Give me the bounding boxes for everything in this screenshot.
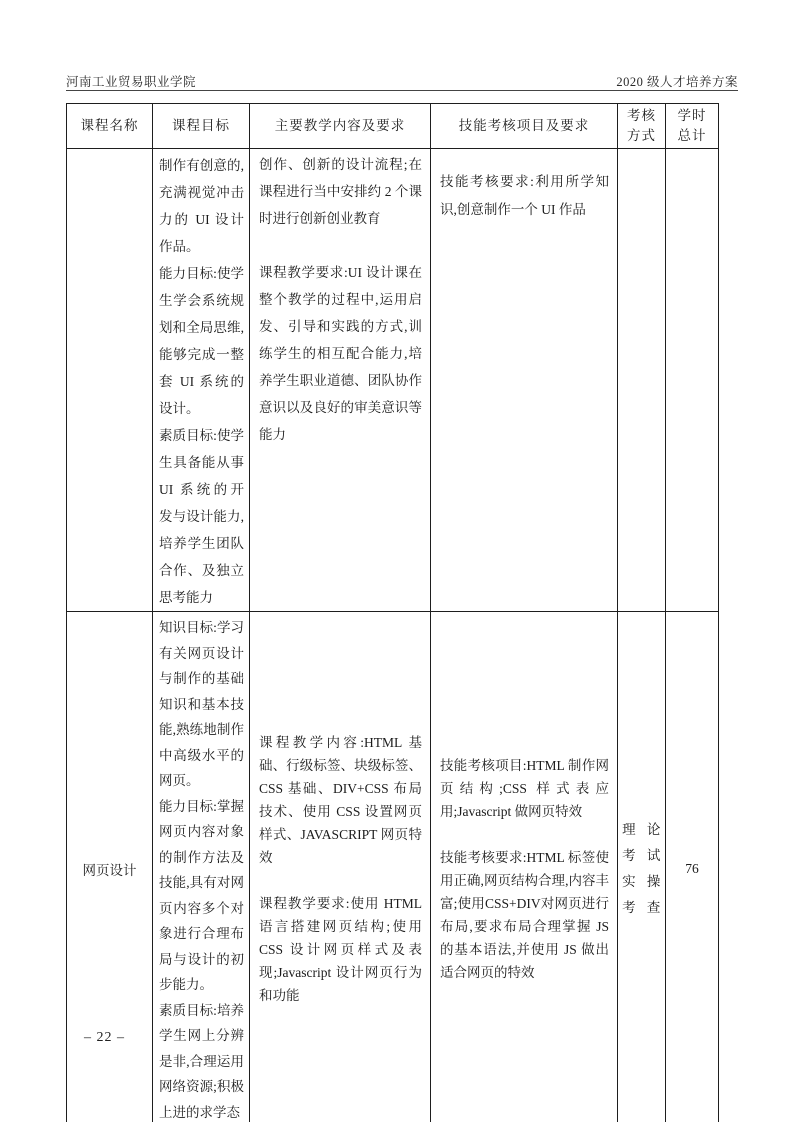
assessment-method-line: 考 查	[622, 899, 661, 915]
cell-course-name	[67, 149, 153, 612]
skill-assessment-paragraph: 技能考核要求:HTML 标签使用正确,网页结构合理,内容丰富;使用CSS+DIV对网页进行布局,要求布局合理掌握 JS 的基本语法,并使用 JS 做出适合网页的特效	[440, 849, 609, 980]
objective-paragraph: 能力目标:使学生学会系统规划和全局思维,能够完成一整套 UI 系统的设计。	[159, 266, 244, 416]
header-cell-course-objectives: 课程目标	[153, 104, 250, 149]
cell-course-objectives	[153, 612, 250, 1122]
teaching-content-paragraph: 课程教学内容:HTML 基础、行级标签、块级标签、CSS 基础、DIV+CSS 布局技术、使用 CSS 设置网页样式、JAVASCRIPT 网页特效	[259, 734, 422, 865]
header-cell-skill-assessment: 技能考核项目及要求	[431, 104, 618, 149]
cell-course-name: 网页设计	[67, 612, 153, 1122]
header-cell-teaching-content: 主要教学内容及要求	[250, 104, 431, 149]
cell-teaching-content	[250, 149, 431, 612]
objective-paragraph: 知识目标:学习有关网页设计与制作的基础知识和基本技能,熟练地制作中高级水平的网页。	[159, 620, 244, 788]
table-row-web-design	[67, 612, 719, 1122]
skill-assessment-paragraph: 技能考核项目:HTML 制作网页结构;CSS 样式表应用;Javascript 做网页特效	[440, 757, 609, 819]
table-header-row	[67, 104, 719, 149]
skill-assessment-paragraph: 技能考核要求:利用所学知识,创意制作一个 UI 作品	[440, 174, 609, 217]
table-row-ui-design-continued	[67, 149, 719, 612]
header-plan-title: 2020 级人才培养方案	[616, 75, 738, 89]
assessment-method-line: 实 操	[622, 873, 661, 889]
header-cell-total-hours: 学时总计	[666, 104, 719, 149]
cell-total-hours	[666, 149, 719, 612]
page-number: – 22 –	[84, 1030, 125, 1045]
header-school-name: 河南工业贸易职业学院	[66, 75, 197, 89]
cell-course-objectives	[153, 149, 250, 612]
cell-total-hours: 76	[666, 612, 719, 1122]
cell-skill-assessment	[431, 149, 618, 612]
curriculum-table	[66, 103, 719, 1122]
cell-assessment-method	[618, 612, 666, 1122]
assessment-method-line: 考 试	[622, 847, 661, 863]
cell-teaching-content	[250, 612, 431, 1122]
running-head	[66, 66, 738, 90]
header-rule	[66, 90, 738, 91]
teaching-content-paragraph: 创作、创新的设计流程;在课程进行当中安排约 2 个课时进行创新创业教育	[259, 157, 422, 226]
cell-assessment-method	[618, 149, 666, 612]
cell-skill-assessment	[431, 612, 618, 1122]
objective-paragraph: 能力目标:掌握网页内容对象的制作方法及技能,具有对网页内容多个对象进行合理布局与设计的初步能力。	[159, 798, 244, 992]
header-cell-assessment-method: 考核方式	[618, 104, 666, 149]
objective-paragraph: 素质目标:培养学生网上分辨是非,合理运用网络资源;积极上进的求学态	[159, 1002, 244, 1120]
teaching-content-paragraph: 课程教学要求:UI 设计课在整个教学的过程中,运用启发、引导和实践的方式,训练学生的相互配合能力,培养学生职业道德、团队协作意识以及良好的审美意识等能力	[259, 265, 422, 442]
objective-paragraph: 素质目标:使学生具备能从事 UI 系统的开发与设计能力,培养学生团队合作、及独立思考能力	[159, 428, 244, 605]
assessment-method-line: 理 论	[622, 821, 661, 837]
teaching-content-paragraph: 课程教学要求:使用 HTML 语言搭建网页结构;使用 CSS 设计网页样式及表现;Javascript 设计网页行为和功能	[259, 895, 422, 1003]
objective-paragraph: 制作有创意的,充满视觉冲击力的 UI 设计作品。	[159, 158, 244, 254]
header-cell-course-name: 课程名称	[67, 104, 153, 149]
